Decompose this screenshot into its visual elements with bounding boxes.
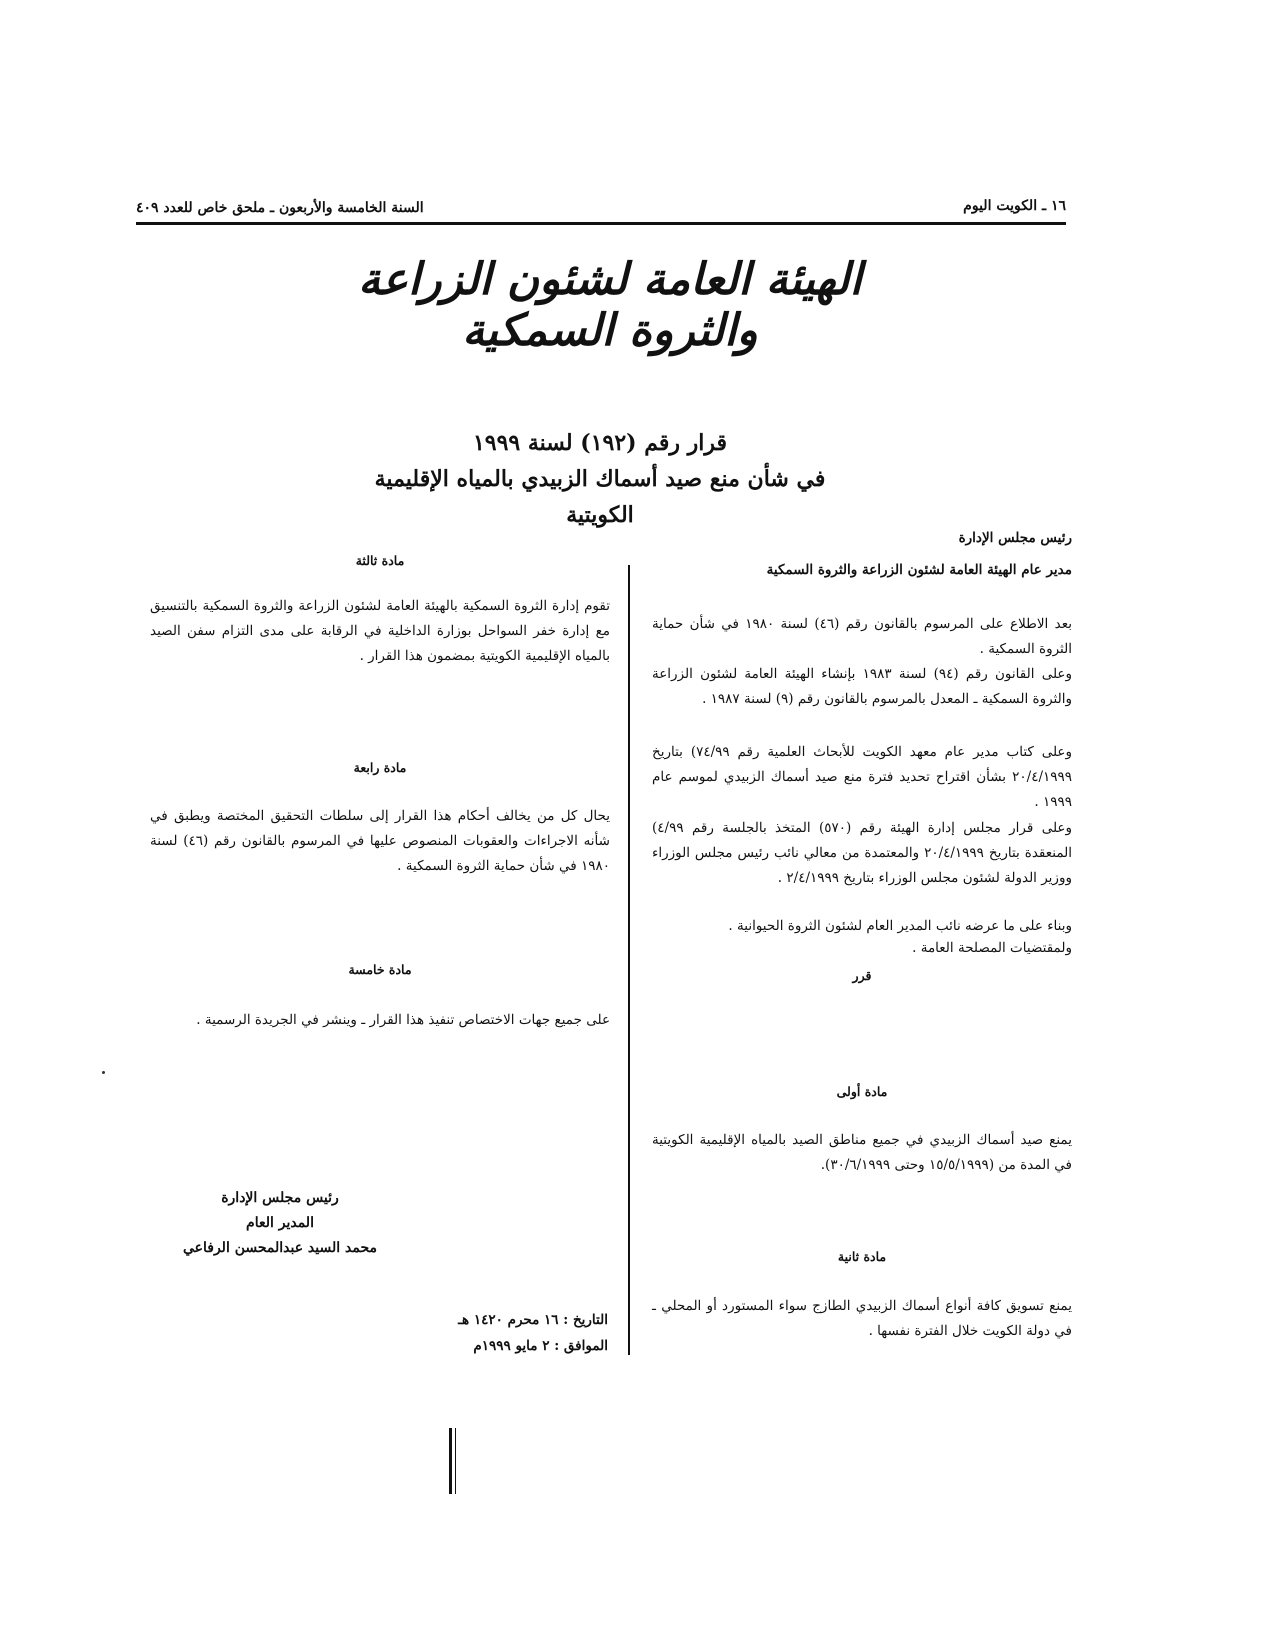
masthead-line-1: الهيئة العامة لشئون الزراعة (358, 254, 862, 305)
decided-heading: قرر (852, 968, 872, 983)
header-page-number: ١٦ ـ الكويت اليوم (963, 198, 1066, 214)
column-divider (628, 565, 630, 1355)
preamble-paragraph-5: وبناء على ما عرضه نائب المدير العام لشئون الثروة الحيوانية . (728, 918, 1072, 934)
signature-block (160, 1186, 400, 1261)
article-1-text: يمنع صيد أسماك الزبيدي في جميع مناطق الصيد بالمياه الإقليمية الكويتية في المدة من (١٥/٥/١٩٩٩ وحتى ٣٠/٦/١٩٩٩). (652, 1132, 1072, 1173)
decree-title-line-1: قرار رقم (١٩٢) لسنة ١٩٩٩ (472, 430, 728, 456)
issuer-title: رئيس مجلس الإدارة (958, 530, 1072, 546)
article-5-text: على جميع جهات الاختصاص تنفيذ هذا القرار ـ وينشر في الجريدة الرسمية . (196, 1012, 610, 1028)
issuer-subtitle: مدير عام الهيئة العامة لشئون الزراعة والثروة السمكية (766, 562, 1072, 578)
header-rule (136, 222, 1066, 225)
article-3-heading: مادة ثالثة (355, 553, 405, 568)
date-hijri: التاريخ : ١٦ محرم ١٤٢٠ هـ (458, 1312, 608, 1328)
decree-title-line-2: في شأن منع صيد أسماك الزبيدي بالمياه الإقليمية (374, 466, 826, 492)
preamble-paragraph-1: بعد الاطلاع على المرسوم بالقانون رقم (٤٦) لسنة ١٩٨٠ في شأن حماية الثروة السمكية . (652, 616, 1072, 657)
decree-title (330, 425, 870, 533)
article-1-heading: مادة أولى (836, 1084, 888, 1099)
article-3-text: تقوم إدارة الثروة السمكية بالهيئة العامة لشئون الزراعة والثروة السمكية بالتنسيق مع إدارة خفر السواحل بوزارة الداخلية في الرقابة على مدى التزام سفن الصيد بالمياه الإقليمية الكويتية بمضمون هذا القرار . (150, 598, 610, 664)
preamble-paragraph-4: وعلى قرار مجلس إدارة الهيئة رقم (٥٧٠) المتخذ بالجلسة رقم ٤/٩٩) المنعقدة بتاريخ ٢٠/٤/١٩٩٩ والمعتمدة من معالي نائب رئيس مجلس الوزراء ووزير الدولة لشئون مجلس الوزراء بتاريخ ٢/٤/١٩٩٩ . (652, 820, 1072, 886)
article-5-heading: مادة خامسة (348, 962, 412, 977)
article-4-heading: مادة رابعة (353, 760, 407, 775)
preamble-paragraph-6: ولمقتضيات المصلحة العامة . (912, 940, 1072, 956)
preamble-paragraph-2: وعلى القانون رقم (٩٤) لسنة ١٩٨٣ بإنشاء الهيئة العامة لشئون الزراعة والثروة السمكية ـ المعدل بالمرسوم بالقانون رقم (٩) لسنة ١٩٨٧ . (652, 666, 1072, 707)
article-2-text: يمنع تسويق كافة أنواع أسماك الزبيدي الطازج سواء المستورد أو المحلي ـ في دولة الكويت خلال الفترة نفسها . (652, 1298, 1072, 1339)
masthead-line-2: والثروة السمكية (462, 304, 758, 356)
article-2-heading: مادة ثانية (837, 1249, 887, 1264)
preamble-paragraph-3: وعلى كتاب مدير عام معهد الكويت للأبحاث العلمية رقم ٧٤/٩٩) بتاريخ ٢٠/٤/١٩٩٩ بشأن اقتراح تحديد فترة منع صيد أسماك الزبيدي لموسم عام ١٩٩٩ . (652, 744, 1072, 810)
scan-speck (102, 1071, 105, 1074)
scan-mark-bar (449, 1428, 452, 1494)
signature-role: المدير العام (246, 1215, 314, 1231)
header-issue-info: السنة الخامسة والأربعون ـ ملحق خاص للعدد ٤٠٩ (136, 200, 424, 216)
signature-name: محمد السيد عبدالمحسن الرفاعي (182, 1240, 378, 1256)
signature-title: رئيس مجلس الإدارة (221, 1190, 339, 1206)
article-4-text: يحال كل من يخالف أحكام هذا القرار إلى سلطات التحقيق المختصة ويطبق في شأنه الاجراءات والعقوبات المنصوص عليها في المرسوم بالقانون رقم (٤٦) لسنة ١٩٨٠ في شأن حماية الثروة السمكية . (150, 808, 610, 874)
decree-title-line-3: الكويتية (566, 502, 634, 528)
scan-mark-bar-thin (455, 1428, 456, 1494)
date-gregorian: الموافق : ٢ مايو ١٩٩٩م (473, 1338, 608, 1354)
masthead-logo (330, 255, 890, 356)
